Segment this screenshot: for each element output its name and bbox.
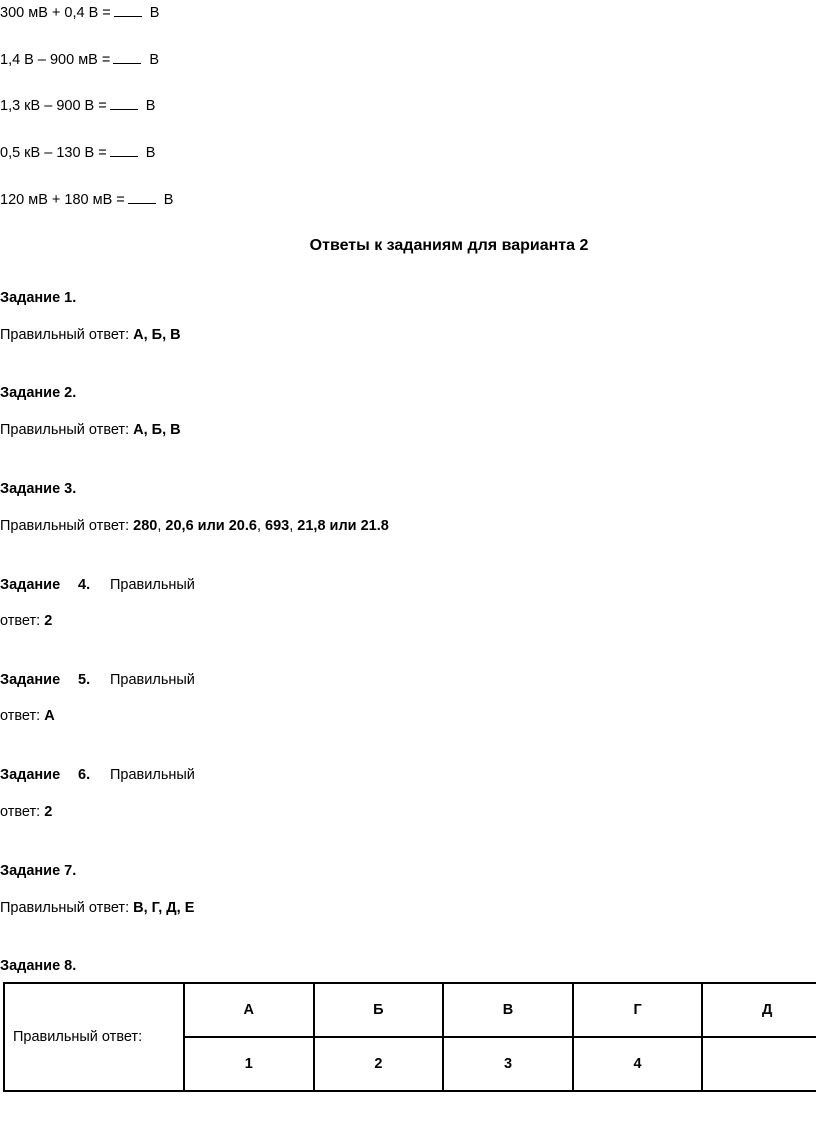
table-value-cell: 3 (443, 1037, 573, 1091)
answer-blank (114, 4, 142, 17)
task-1-answer (0, 327, 181, 343)
answer-label: Правильный ответ: (0, 327, 134, 343)
table-value-cell: 1 (184, 1037, 314, 1091)
table-label: Правильный ответ: (4, 983, 184, 1091)
table-header-cell: Д (702, 983, 816, 1037)
task-word: Задание (0, 767, 61, 783)
table-value-cell (702, 1037, 816, 1091)
answer-label: ответ: (0, 804, 45, 820)
task-2-title: Задание 2. (0, 385, 77, 401)
task-4-title (0, 577, 195, 593)
task-word: Задание (0, 577, 61, 593)
answer-blank (113, 51, 141, 64)
table-value-cell: 2 (314, 1037, 444, 1091)
exercise-5 (0, 191, 173, 208)
answer-label: Правильный (110, 767, 195, 783)
task-5-title (0, 672, 195, 688)
answer-label: Правильный (110, 672, 195, 688)
table-header-cell: В (443, 983, 573, 1037)
task-2-answer (0, 422, 181, 438)
table-header-cell: Г (573, 983, 703, 1037)
task-number: 5. (78, 672, 91, 688)
exercise-unit: В (145, 145, 156, 161)
table-value-cell: 4 (573, 1037, 703, 1091)
exercise-expression: 1,3 кВ – 900 В = (0, 98, 107, 114)
task-3-answer (0, 518, 389, 534)
answer-label: Правильный (110, 577, 195, 593)
answer-table (3, 982, 816, 1092)
answer-value: 2 (44, 613, 53, 629)
section-title: Ответы к заданиям для варианта 2 (309, 237, 589, 254)
task-word: Задание (0, 672, 61, 688)
table-header-cell: Б (314, 983, 444, 1037)
exercise-expression: 120 мВ + 180 мВ = (0, 192, 125, 208)
task-number: 6. (78, 767, 91, 783)
task-number: 4. (78, 577, 91, 593)
exercise-1 (0, 4, 159, 21)
exercise-expression: 0,5 кВ – 130 В = (0, 145, 107, 161)
answer-value: 280 (133, 518, 158, 534)
answer-value: А, Б, В (133, 422, 181, 438)
answer-value: 693 (265, 518, 290, 534)
exercise-unit: В (145, 98, 156, 114)
answer-label: ответ: (0, 708, 45, 724)
separator: , (256, 518, 266, 534)
task-7-title: Задание 7. (0, 863, 77, 879)
answer-value: 2 (44, 804, 53, 820)
table-header-cell: А (184, 983, 314, 1037)
answer-label: ответ: (0, 613, 45, 629)
task-4-answer (0, 613, 52, 629)
exercise-3 (0, 97, 155, 114)
answer-label: Правильный ответ: (0, 422, 134, 438)
answer-value: В, Г, Д, Е (133, 900, 195, 916)
exercise-4 (0, 144, 155, 161)
exercise-unit: В (149, 5, 160, 21)
answer-value: 20,6 или 20.6 (165, 518, 257, 534)
answer-label: Правильный ответ: (0, 900, 134, 916)
task-7-answer (0, 900, 194, 916)
separator: , (289, 518, 298, 534)
task-6-title (0, 767, 195, 783)
exercise-unit: В (149, 52, 160, 68)
answer-value: А (44, 708, 55, 724)
task-8-title: Задание 8. (0, 958, 77, 974)
task-6-answer (0, 804, 52, 820)
exercise-unit: В (163, 192, 174, 208)
answer-label: Правильный ответ: (0, 518, 134, 534)
exercise-expression: 1,4 В – 900 мВ = (0, 52, 111, 68)
table-row (4, 983, 816, 1037)
task-5-answer (0, 708, 55, 724)
answer-value: А, Б, В (133, 327, 181, 343)
answer-blank (110, 97, 138, 110)
answer-blank (110, 144, 138, 157)
task-3-title: Задание 3. (0, 481, 77, 497)
answer-value: 21,8 или 21.8 (297, 518, 389, 534)
exercise-2 (0, 51, 159, 68)
answer-blank (128, 191, 156, 204)
separator: , (157, 518, 166, 534)
task-1-title: Задание 1. (0, 290, 77, 306)
exercise-expression: 300 мВ + 0,4 В = (0, 5, 111, 21)
